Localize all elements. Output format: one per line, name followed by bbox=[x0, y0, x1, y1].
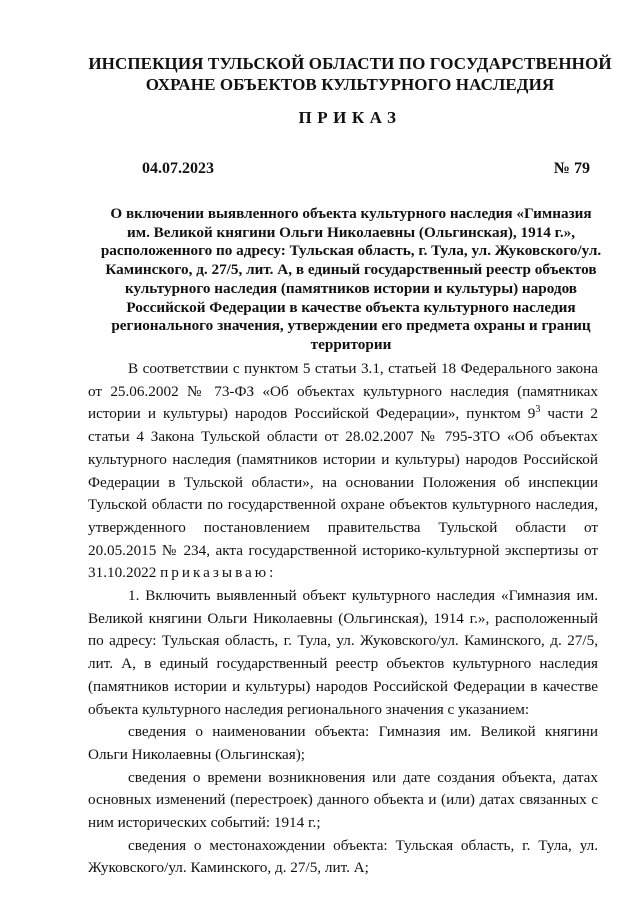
order-body bbox=[88, 358, 598, 880]
preamble-paragraph bbox=[88, 358, 598, 585]
info-time-paragraph: сведения о времени возникновения или дате создания объекта, датах основных изменений (перестроек) данного объекта и (или) датах связанных с ним исторических событий: 1914 г.; bbox=[88, 768, 598, 832]
info-name-paragraph: сведения о наименовании объекта: Гимназия им. Великой княгини Ольги Николаевны (Ольгинская); bbox=[88, 723, 598, 763]
preamble-text-1: В соответствии с пунктом 5 статьи 3.1, статьей 18 Федерального закона от 25.06.2002 № 73-ФЗ «Об объектах культурного наследия (памятниках истории и культуры) народов Российской Федерации», пунктом 9 bbox=[88, 360, 598, 423]
order-meta bbox=[142, 160, 590, 178]
preamble-superscript: 3 bbox=[535, 404, 541, 416]
order-number: № 79 bbox=[553, 160, 590, 177]
item-1-paragraph: 1. Включить выявленный объект культурного наследия «Гимназия им. Великой княгини Ольги Николаевны (Ольгинская), 1914 г.», расположенный по адресу: Тульская область, г. Тула, ул. Жуковского/ул. Каминского, д. 27/5, лит. А, в единый государственный реестр объектов культурного наследия (памятников истории и культуры) народов Российской Федерации в качестве объекта культурного наследия регионального значения с указанием: bbox=[88, 587, 598, 718]
order-subject: О включении выявленного объекта культурного наследия «Гимназия им. Великой княгини Ольги Николаевны (Ольгинская), 1914 г.», расположенного по адресу: Тульская область, г. Тула, ул. Жуковского/ул. Каминского, д. 27/5, лит. А, в единый государственный реестр объектов культурного наследия (памятников истории и культуры) народов Российской Федерации в качестве объекта культурного наследия регионального значения, утверждении его предмета охраны и границ территории bbox=[100, 205, 602, 353]
preamble-orders: приказываю: bbox=[160, 564, 277, 582]
preamble-text-2: части 2 статьи 4 Закона Тульской области от 28.02.2007 № 795-ЗТО «Об объектах культурного наследия (памятников истории и культуры) народов Российской Федерации в Тульской области», на основании Положения об инспекции Тульской области по государственной охране объектов культурного наследия, утвержденного постановлением правительства Тульской области от 20.05.2015 № 234, акта государственной историко-культурной экспертизы от 31.10.2022 bbox=[88, 405, 598, 582]
document-type-title: ПРИКАЗ bbox=[298, 108, 402, 127]
order-date: 04.07.2023 bbox=[142, 160, 214, 177]
organization-heading: ИНСПЕКЦИЯ ТУЛЬСКОЙ ОБЛАСТИ ПО ГОСУДАРСТВЕННОЙ ОХРАНЕ ОБЪЕКТОВ КУЛЬТУРНОГО НАСЛЕДИЯ bbox=[88, 54, 612, 94]
info-location-paragraph: сведения о местонахождении объекта: Тульская область, г. Тула, ул. Жуковского/ул. Каминского, д. 27/5, лит. А; bbox=[88, 836, 598, 877]
